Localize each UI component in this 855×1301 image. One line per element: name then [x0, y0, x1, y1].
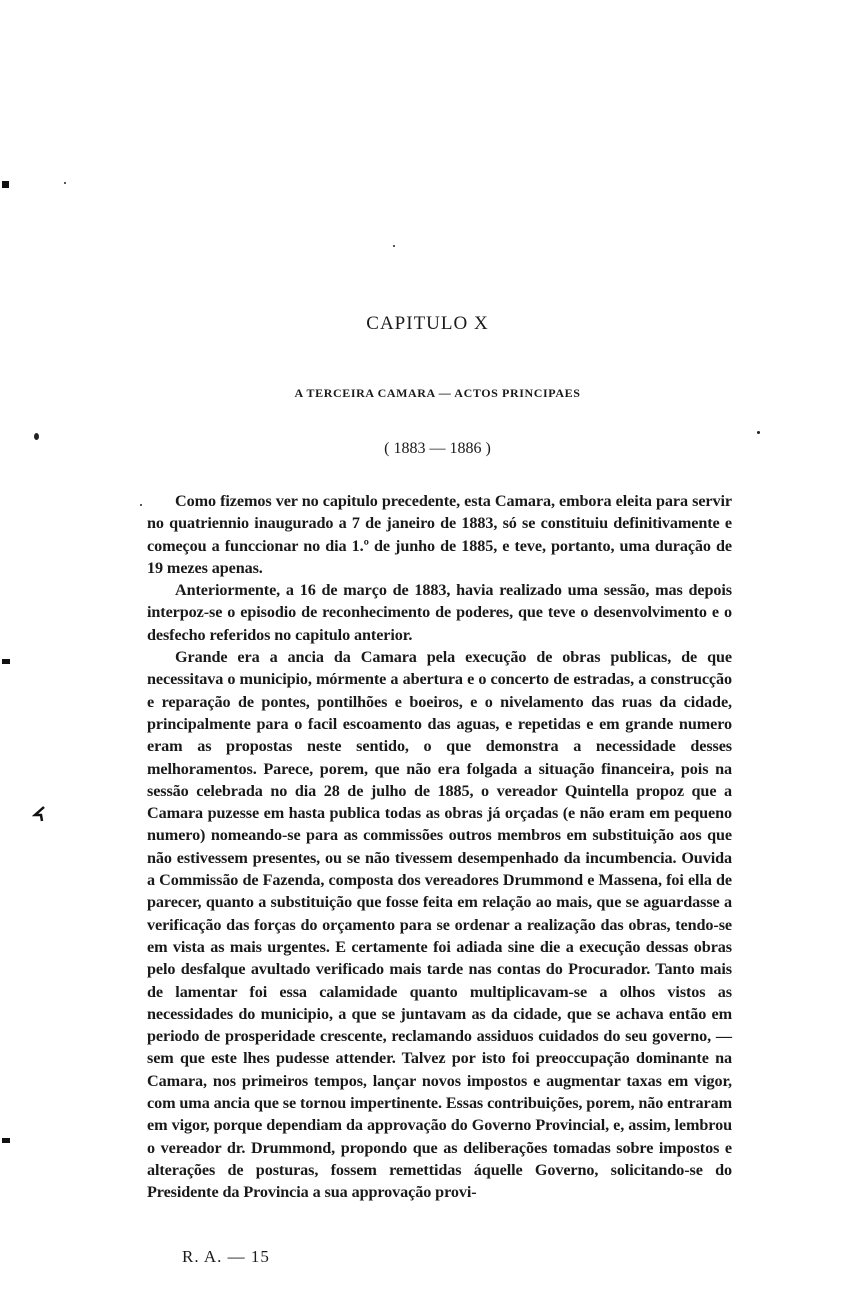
scan-speck: [64, 182, 66, 184]
printer-signature-mark: R. A. — 15: [182, 1247, 270, 1266]
scan-mark-icon: [32, 806, 46, 822]
scan-edge-mark: [2, 181, 9, 188]
chapter-title: CAPITULO X: [366, 313, 489, 334]
scan-edge-mark: [2, 1138, 10, 1143]
scan-speck: [393, 245, 395, 247]
scan-speck: [757, 431, 760, 434]
paragraph: Anteriormente, a 16 de março de 1883, havia realizado uma sessão, mas depois interpoz-se o episodio de reconhecimento de poderes, que teve o desenvolvimento e o desfecho referidos no capitulo anterior.: [147, 581, 732, 644]
chapter-body: [147, 490, 732, 1204]
scan-speck: [34, 433, 39, 440]
chapter-subtitle: A TERCEIRA CAMARA — ACTOS PRINCIPAES: [294, 386, 581, 400]
paragraph: Grande era a ancia da Camara pela execução de obras publicas, de que necessitava o municipio, mórmente a abertura e o concerto de estradas, a construcção e reparação de pontes, pontilhões e boeiros, e o nivelamento das ruas da cidade, principalmente para o facil escoamento das aguas, e repetidas e em grande numero eram as propostas neste sentido, o que demonstra a necessidade desses melhoramentos. Parece, porem, que não era folgada a situação financeira, pois na sessão celebrada no dia 28 de julho de 1885, o vereador Quintella propoz que a Camara puzesse em hasta publica todas as obras já orçadas (e não eram em pequeno numero) nomeando-se para as commissões outros membros em substituição aos que não estivessem presentes, ou se não tivessem desempenhado da incumbencia. Ouvida a Commissão de Fazenda, composta dos vereadores Drummond e Massena, foi ella de parecer, quanto a substituição que fosse feita em relação ao mais, que se aguardasse a verificação das forças do orçamento para se ordenar a realização das obras, tendo-se em vista as mais urgentes. E certamente foi adiada sine die a execução dessas obras pelo desfalque avultado verificado mais tarde nas contas do Procurador. Tanto mais de lamentar foi essa calamidade quanto multiplicavam-se a olhos vistos as necessidades do municipio, a que se juntavam as da cidade, que se achava então em periodo de prosperidade crescente, reclamando assiduos cuidados do seu governo, — sem que este lhes pudesse attender. Talvez por isto foi preoccupação dominante na Camara, nos primeiros tempos, lançar novos impostos e augmentar taxas em vigor, com uma ancia que se tornou impertinente. Essas contribuições, porem, não entraram em vigor, porque dependiam da approvação do Governo Provincial, e, assim, lembrou o vereador dr. Drummond, propondo que as deliberações tomadas sobre impostos e alterações de posturas, fossem remettidas áquelle Governo, solicitando-se do Presidente da Provincia a sua approvação provi-: [147, 648, 732, 1202]
scan-edge-mark: [2, 659, 10, 664]
paragraph: Como fizemos ver no capitulo precedente, esta Camara, embora eleita para servir no quatriennio inaugurado a 7 de janeiro de 1883, só se constituiu definitivamente e começou a funccionar no dia 1.º de junho de 1885, e teve, portanto, uma duração de 19 mezes apenas.: [147, 492, 732, 577]
scan-speck: [140, 504, 142, 506]
chapter-dates: ( 1883 — 1886 ): [384, 440, 491, 457]
